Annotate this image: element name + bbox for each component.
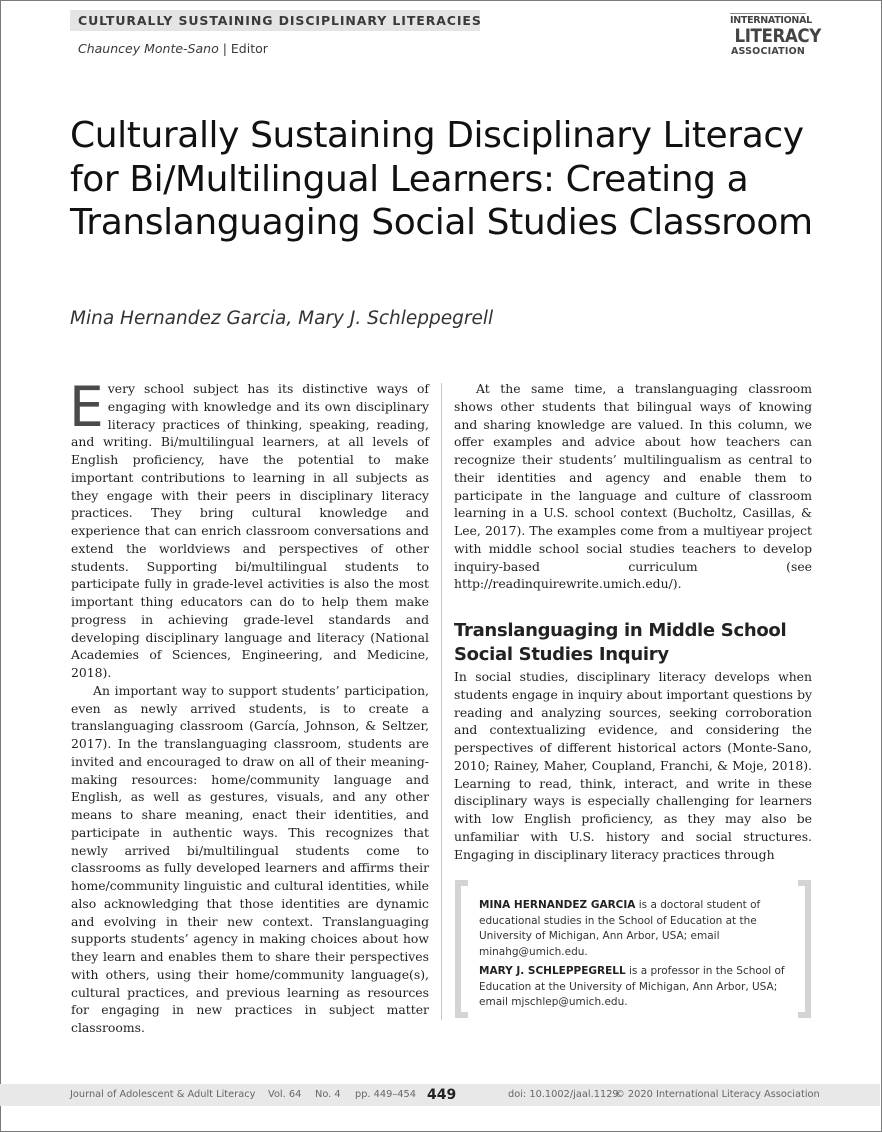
logo-line-3: ASSOCIATION — [730, 45, 806, 57]
page-number: 449 — [427, 1087, 457, 1103]
footer-pages: pp. 449–454 — [355, 1089, 416, 1100]
footer-doi: doi: 10.1002/jaal.1129 — [508, 1089, 619, 1100]
editor-name: Chauncey Monte-Sano — [78, 41, 219, 56]
page-footer — [0, 1084, 880, 1106]
logo-line-1: INTERNATIONAL — [730, 15, 812, 26]
section-heading: Translanguaging in Middle School Social Studies Inquiry — [454, 620, 787, 665]
drop-cap: E — [69, 375, 104, 439]
paragraph — [69, 375, 429, 682]
right-column — [454, 380, 812, 863]
author-bios — [479, 898, 794, 1015]
footer-volume: Vol. 64 — [268, 1089, 302, 1100]
paragraph: In social studies, disciplinary literacy develops when students engage in inquiry about important questions by reading and analyzing sources, seeking corroboration and contextualizing evidence, and considering the perspectives of different historical actors (Monte-Sano, 2010; Rainey, Maher, Coupland, Franchi, & Moje, 2018). Learning to read, think, interact, and write in these disciplinary ways is especially challenging for learners with low English proficiency, as they may also be unfamiliar with U.S. history and social structures. Engaging in disciplinary literacy practices through — [454, 669, 812, 862]
editor-role: Editor — [230, 41, 268, 56]
footer-copyright: © 2020 International Literacy Association — [615, 1089, 820, 1100]
author-bio — [479, 898, 794, 960]
article-authors: Mina Hernandez Garcia, Mary J. Schleppegrell — [70, 308, 494, 329]
article-title: Culturally Sustaining Disciplinary Literacy for Bi/Multilingual Learners: Creating a Translanguaging Social Studies Classroom — [70, 115, 813, 243]
paragraph: At the same time, a translanguaging classroom shows other students that bilingual ways of knowing and sharing knowledge are valued. In this column, we offer examples and advice about how teachers can recognize their students’ multilingualism as central to their identities and agency and enable them to participate in the language and culture of classroom learning in a U.S. school context (Bucholtz, Casillas, & Lee, 2017). The examples come from a multiyear project with middle school social studies teachers to develop inquiry-based curriculum (see http://readinquirewrite.umich.edu/). — [454, 381, 812, 592]
logo-line-2: LITERACY — [734, 24, 821, 47]
bio-author-text: is a professor in the School of Education at the University of Michigan, Ann Arbor, USA; email mjschlep@umich.edu. — [479, 965, 785, 1008]
footer-issue: No. 4 — [315, 1089, 341, 1100]
paragraph-text: very school subject has its distinctive ways of engaging with knowledge and its own disciplinary literacy practices of thinking, speaking, reading, and writing. Bi/multilingual learners, at all levels of English proficiency, have the potential to make important contributions to learning in all subjects as they engage with their peers in disciplinary literacy practices. They bring cultural knowledge and experience that can enrich classroom conversations and extend the worldviews and perspectives of other students. Supporting bi/multilingual students to participate fully in grade-level activities is also the most important thing educators can do to help them make progress in achieving grade-level standards and developing disciplinary language and literacy (National Academies of Sciences, Engineering, and Medicine, 2018). — [71, 381, 429, 680]
bio-author-name: MINA HERNANDEZ GARCIA — [479, 899, 636, 911]
bio-author-name: MARY J. SCHLEPPEGRELL — [479, 965, 626, 977]
editor-separator: | — [222, 41, 227, 56]
bio-author-text: is a doctoral student of educational studies in the School of Education at the University of Michigan, Ann Arbor, USA; email minahg@umich.edu. — [479, 899, 761, 958]
author-bio-box — [455, 880, 811, 1018]
left-column — [69, 375, 429, 1037]
paragraph: An important way to support students’ participation, even as newly arrived students, is to create a translanguaging classroom (García, Johnson, & Seltzer, 2017). In the translanguaging classroom, students are invited and encouraged to draw on all of their meaning-making resources: home/community language and English, as well as gestures, visuals, and any other means to share meaning, enact their identities, and participate in authentic ways. This recognizes that newly arrived bi/multilingual students come to classrooms as fully developed learners and affirms their home/community linguistic and cultural identities, while also acknowledging that those identities are dynamic and evolving in their new context. Translanguaging supports students’ agency in making choices about how they learn and enables them to share their perspectives with others, using their home/community language(s), cultural practices, and previous learning as resources for engaging in new practices in subject matter classrooms. — [71, 682, 429, 1035]
section-label: CULTURALLY SUSTAINING DISCIPLINARY LITERACIES — [70, 10, 480, 31]
right-bracket-decoration — [798, 880, 811, 1018]
ila-logo — [730, 13, 821, 57]
footer-journal: Journal of Adolescent & Adult Literacy — [70, 1089, 256, 1100]
left-bracket-decoration — [455, 880, 468, 1018]
column-divider — [441, 383, 442, 1020]
author-bio — [479, 964, 794, 1011]
editor-credit — [78, 41, 268, 56]
